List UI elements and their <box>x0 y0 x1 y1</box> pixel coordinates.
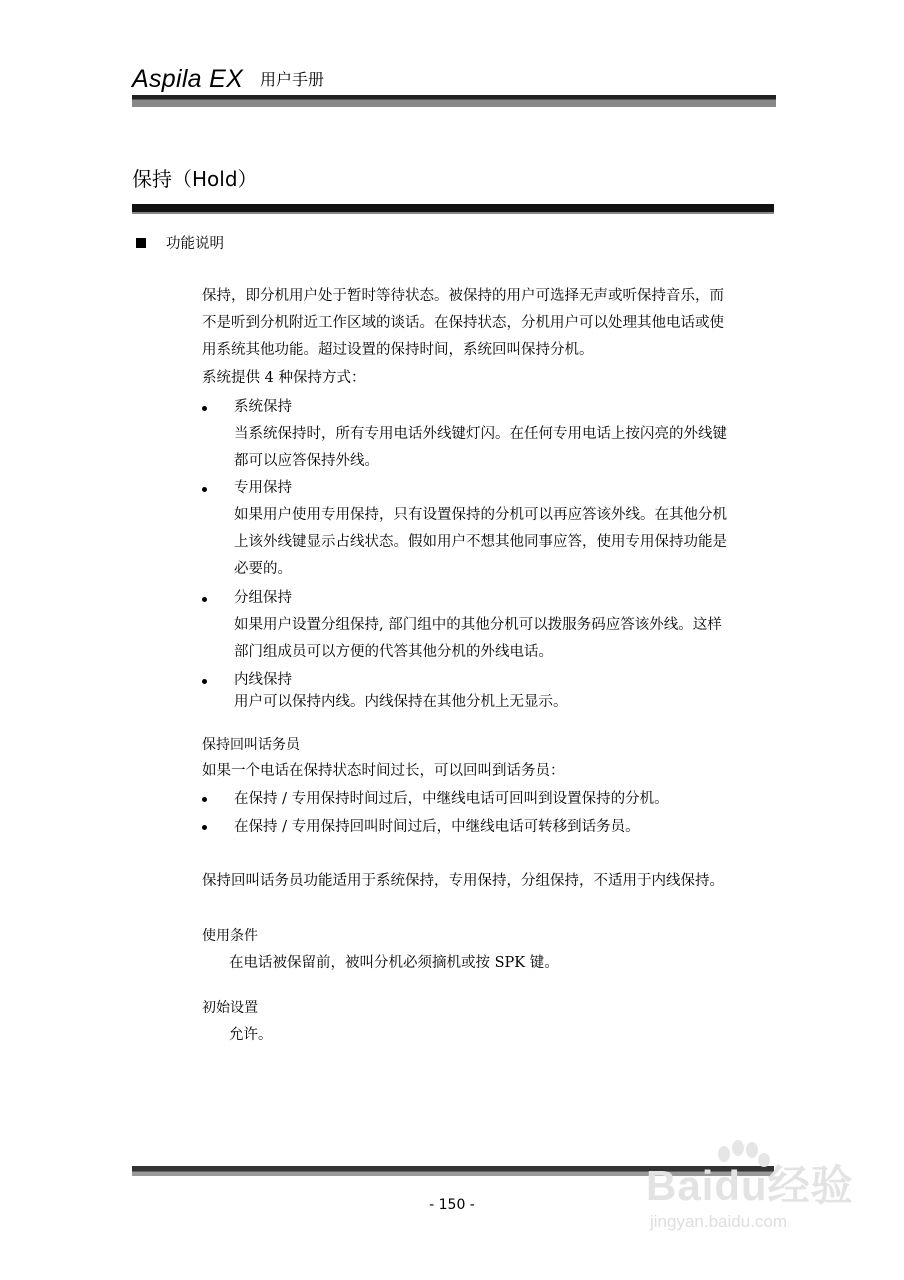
method-name: 系统保持 <box>234 399 292 415</box>
bullet-icon <box>202 406 207 411</box>
conditions-heading: 使用条件 <box>202 928 258 944</box>
bullet-icon <box>202 597 207 602</box>
manual-title: 用户手册 <box>260 70 325 89</box>
methods-intro: 系统提供 4 种保持方式： <box>202 370 366 386</box>
bullet-icon <box>202 679 207 684</box>
intro-line: 保持，即分机用户处于暂时等待状态。被保持的用户可选择无声或听保持音乐，而 <box>202 288 724 304</box>
square-bullet-icon <box>136 238 146 248</box>
recall-item: 在保持 / 专用保持回叫时间过后，中继线电话可转移到话务员。 <box>234 819 640 835</box>
recall-item: 在保持 / 专用保持时间过后，中继线电话可回叫到设置保持的分机。 <box>234 791 669 807</box>
method-line: 如果用户设置分组保持, 部门组中的其他分机可以拨服务码应答该外线。这样 <box>234 617 722 633</box>
section-title: 保持（Hold） <box>132 167 258 191</box>
intro-line: 用系统其他功能。超过设置的保持时间，系统回叫保持分机。 <box>202 342 594 359</box>
method-name: 内线保持 <box>234 672 292 688</box>
header-rule <box>132 95 776 107</box>
recall-note: 保持回叫话务员功能适用于系统保持，专用保持，分组保持，不适用于内线保持。 <box>202 873 724 889</box>
watermark-logo: Baidu经验 <box>646 1162 854 1209</box>
method-description <box>234 502 774 584</box>
recall-intro: 如果一个电话在保持状态时间过长，可以回叫到话务员： <box>202 763 565 779</box>
method-line: 当系统保持时，所有专用电话外线键灯闪。在任何专用电话上按闪亮的外线键 <box>234 426 727 442</box>
section-rule <box>132 204 774 214</box>
watermark-url: jingyan.baidu.com <box>650 1212 788 1231</box>
method-line: 上该外线键显示占线状态。假如用户不想其他同事应答，使用专用保持功能是 <box>234 534 727 551</box>
method-line: 如果用户使用专用保持，只有设置保持的分机可以再应答该外线。在其他分机 <box>234 507 727 523</box>
bullet-icon <box>202 797 207 802</box>
method-name: 分组保持 <box>234 590 292 606</box>
method-name: 专用保持 <box>234 480 292 496</box>
intro-line: 不是听到分机附近工作区域的谈话。在保持状态，分机用户可以处理其他电话或使 <box>202 315 724 332</box>
page-number: - 150 - <box>429 1197 475 1213</box>
product-name: Aspila EX <box>132 65 244 93</box>
recall-heading: 保持回叫话务员 <box>202 737 300 753</box>
method-line: 用户可以保持内线。内线保持在其他分机上无显示。 <box>234 694 568 710</box>
conditions-text: 在电话被保留前，被叫分机必须摘机或按 SPK 键。 <box>229 955 559 971</box>
method-description <box>234 421 774 475</box>
initial-text: 允许。 <box>229 1027 273 1043</box>
initial-heading: 初始设置 <box>202 1000 258 1016</box>
bullet-icon <box>202 487 207 492</box>
method-line: 必要的。 <box>234 561 292 578</box>
intro-paragraph <box>202 283 774 365</box>
bullet-icon <box>202 825 207 830</box>
method-description <box>234 612 774 666</box>
method-line: 部门组成员可以方便的代答其他分机的外线电话。 <box>234 644 553 661</box>
function-heading: 功能说明 <box>166 236 224 252</box>
method-line: 都可以应答保持外线。 <box>234 453 379 470</box>
